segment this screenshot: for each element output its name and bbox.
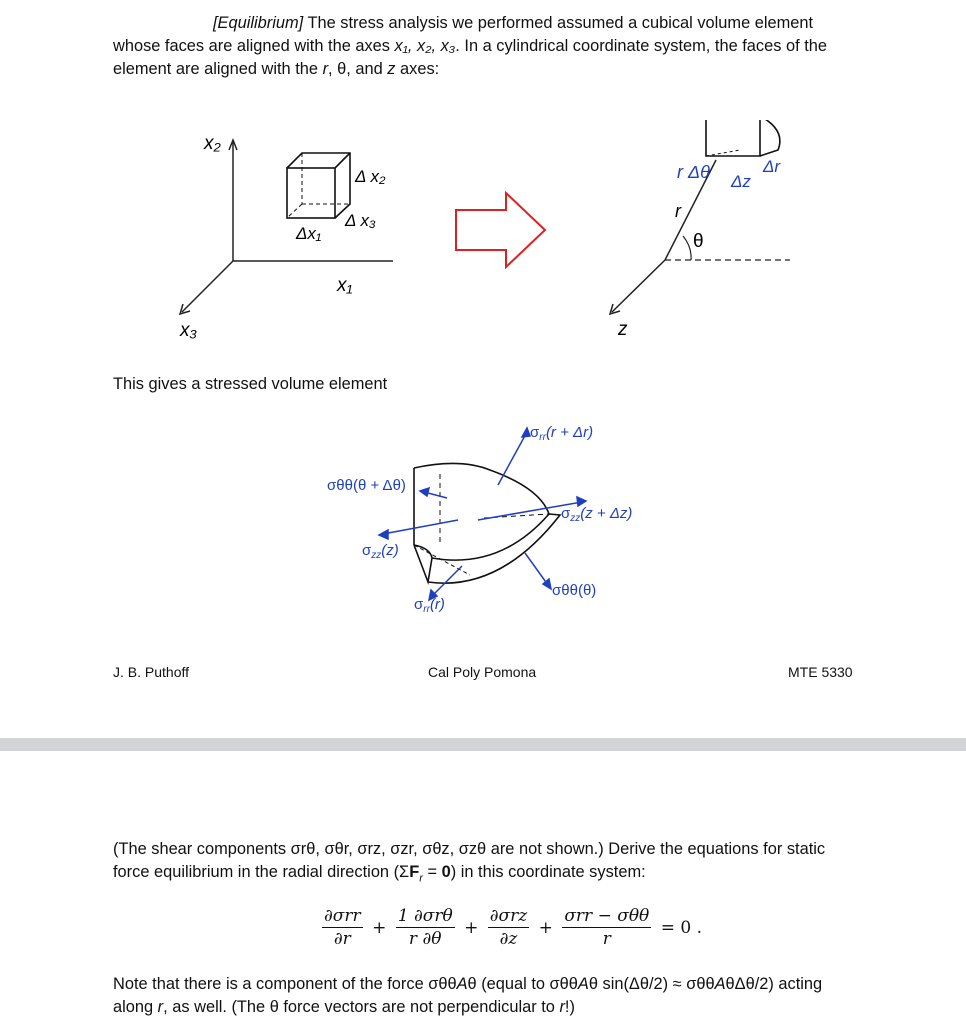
radial-equilibrium-equation [320,906,704,949]
label-sigma-tt-right: σθθ(θ) [552,582,597,599]
zero-vector: 0 [441,863,451,881]
term-drr: $\frac{\text{∂σrr}}{\partial r}$ [324,906,361,949]
note-r-2: r [559,998,565,1016]
note-text-4: θΔθ/2) acting along [113,975,823,1016]
label-dx2: Δ x₂ [355,167,386,186]
shear-note-paragraph [113,838,858,890]
note-text-2: θ (equal to σθθ [467,975,578,993]
force-subscript: r [419,872,423,885]
label-sigma-zz-right: $\sigma_{zz}(z + \Delta z)$ [561,505,633,524]
intro-text-4: axes: [395,60,440,78]
label-x2: x₂ [204,133,221,154]
figure-stressed-element [0,410,966,625]
page-divider [0,738,966,751]
note-area-1: A [456,975,468,993]
label-sigma-zz-left: $\sigma_{zz}(z)$ [362,542,399,561]
intro-z: z [387,60,396,78]
label-sigma-rr-top: $\sigma_{rr}(r + \Delta r)$ [530,424,594,443]
term-drz: $\frac{\text{∂σrz}}{\partial z}$ [489,906,528,949]
force-symbol: F [409,863,420,881]
figure-coordinate-systems [0,120,966,350]
label-r: r [675,201,681,221]
term-drt: $\frac{\text{1 ∂σrθ}}{r \partial\theta}$ [397,906,453,949]
intro-r: r [322,60,329,78]
shear-text-2: are not shown.) Derive the equations for static force equilibrium in the radial direction (Σ [113,840,826,881]
label-dx1: Δx₁ [296,224,322,243]
footer-author: J. B. Puthoff [113,664,190,680]
intro-text-1: The stress analysis we performed assumed a cubical volume element whose faces are aligned with the axes [113,14,814,55]
term-hoop: $\frac{\text{σrr − σθθ}}{r}$ [564,906,650,949]
intro-axes: x₁, x₂, x₃ [394,37,456,55]
note-text-5: , as well. (The θ force vectors are not perpendicular to [163,998,560,1016]
hoop-force-note [113,973,858,1019]
stressed-element-caption: This gives a stressed volume element [113,375,388,393]
page-2 [0,751,966,1024]
label-dr: Δr [763,157,781,176]
label-sigma-tt-left: σθθ(θ + Δθ) [327,477,406,494]
shear-text-3: ) in this coordinate system: [450,863,646,881]
shear-list: rθ, σθr, σrz, σzr, σθz, σzθ [300,840,487,858]
note-text-1: Note that there is a component of the force σθθ [113,975,457,993]
plus-1: + [372,917,387,938]
shear-equals: = [422,863,442,881]
intro-text-2: . In a cylindrical coordinate system, the faces of the element are aligned with the [113,37,827,78]
label-dx3: Δ x₃ [345,211,376,230]
plus-2: + [464,917,479,938]
note-text-3: θ sin(Δθ/2) ≈ σθθ [588,975,715,993]
transform-arrow-icon [456,193,545,267]
footer-institution: Cal Poly Pomona [428,664,537,680]
plus-3: + [538,917,553,938]
label-theta: θ [693,231,704,252]
label-x1: x₁ [337,275,353,296]
cylindrical-element [706,120,780,156]
wedge-element [414,463,560,583]
note-text-6: !) [564,998,575,1016]
label-x3: x₃ [180,320,198,341]
intro-text-3: , θ, and [328,60,388,78]
note-area-2: A [577,975,589,993]
label-sigma-rr-bottom: $\sigma_{rr}(r)$ [414,596,445,615]
note-r-1: r [157,998,164,1016]
cube-element [287,153,350,218]
intro-paragraph [113,12,858,81]
label-z: z [618,319,628,340]
equals-zero: = 0 . [660,917,702,938]
equilibrium-title: [Equilibrium] [213,14,304,32]
note-area-3: A [714,975,726,993]
shear-text-1: (The shear components σ [113,840,301,858]
label-r-dtheta: r Δθ [677,162,710,182]
footer-course: MTE 5330 [788,664,853,680]
label-dz: Δz [731,172,751,191]
